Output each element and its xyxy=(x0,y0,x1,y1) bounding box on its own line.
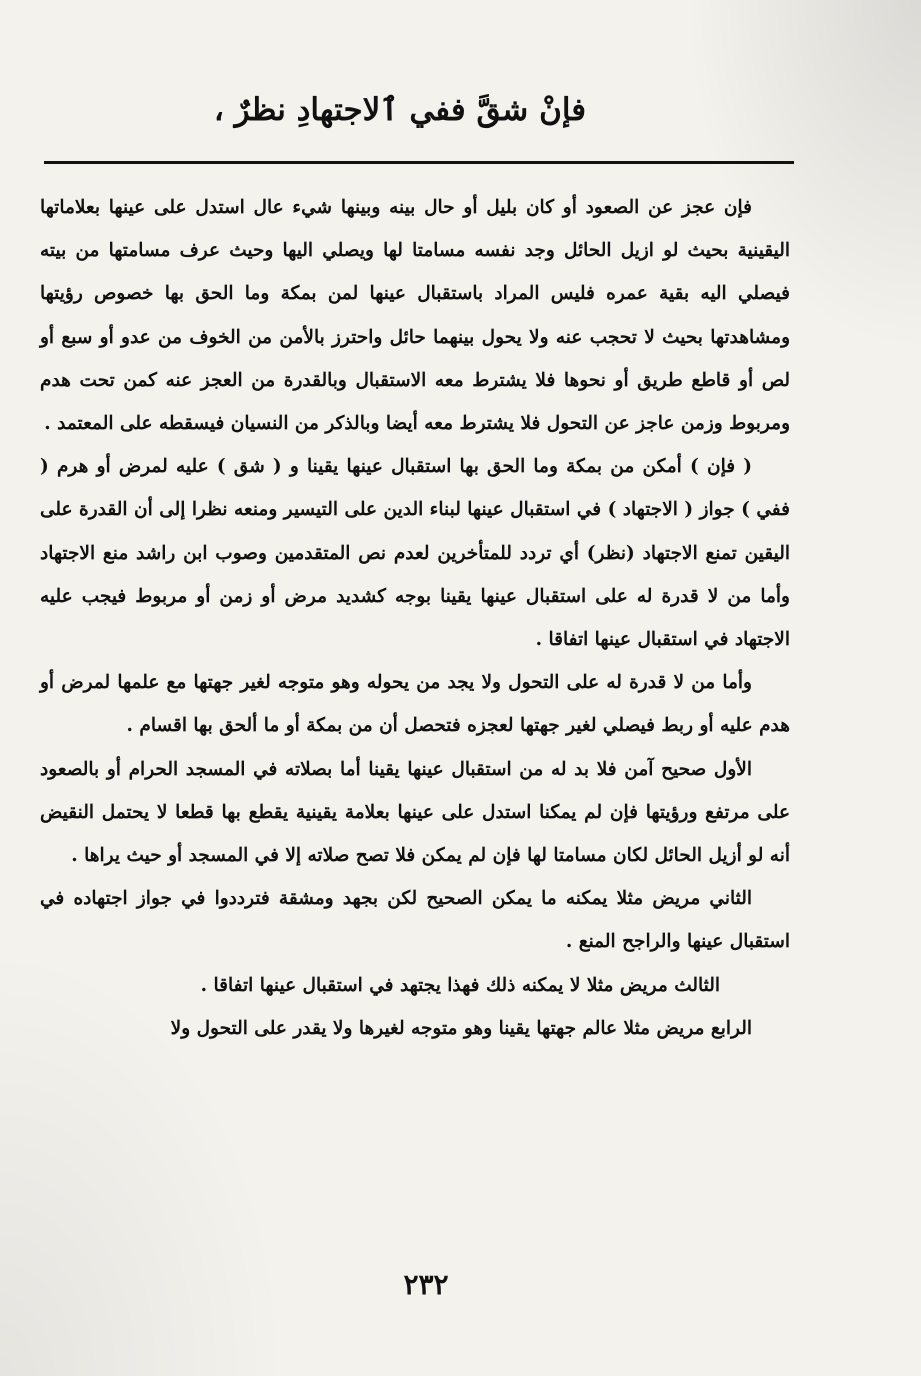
paragraph-2: ( فإن ) أمكن من بمكة وما الحق بها استقبال عينها يقينا و ( شق ) عليه لمرض أو هرم ( ففي ) جواز ( الاجتهاد ) في استقبال عينها لبناء الدين على التيسير ومنعه نظرا إلى أن القدرة على اليقين تمنع الاجتهاد (نظر) أي تردد للمتأخرين لعدم نص المتقدمين وصوب ابن راشد منع الاجتهاد وأما من لا قدرة له على استقبال عينها يقينا بوجه كشديد مرض أو زمن أو مربوط فيجب عليه الاجتهاد في استقبال عينها اتفاقا . xyxy=(40,456,790,651)
verse-heading: فإنْ شقَّ ففي ٱلاجتهادِ نظرٌ ، xyxy=(213,92,587,128)
paragraph-5: الثاني مريض مثلا يمكنه ما يمكن الصحيح لكن بجهد ومشقة فترددوا في جواز اجتهاده في استقبال عينها والراجح المنع . xyxy=(40,888,790,953)
header-divider xyxy=(44,161,794,164)
body-text xyxy=(40,186,790,1050)
paragraph-1: فإن عجز عن الصعود أو كان بليل أو حال بينه وبينها شيء عال استدل على عينها بعلاماتها اليقينية بحيث لو ازيل الحائل وجد نفسه مسامتا لها ويصلي اليها وحيث عرف مسامتها من بيته فيصلي اليه بقية عمره فليس المراد باستقبال عينها لمن بمكة وما الحق بها خصوص رؤيتها ومشاهدتها بحيث لا تحجب عنه ولا يحول بينهما حائل واحترز بالأمن من الخوف من عدو أو سبع أو لص أو قاطع طريق أو نحوها فلا يشترط معه الاستقبال وبالقدرة من العجز عنه كمن تحت هدم ومربوط وزمن عاجز عن التحول فلا يشترط معه أيضا وبالذكر من النسيان فيسقطه على المعتمد . xyxy=(40,197,790,435)
paragraph-7: الرابع مريض مثلا عالم جهتها يقينا وهو متوجه لغيرها ولا يقدر على التحول ولا xyxy=(170,1017,752,1039)
paragraph-4: الأول صحيح آمن فلا بد له من استقبال عينها يقينا أما بصلاته في المسجد الحرام أو بالصعود على مرتفع ورؤيتها فإن لم يمكنا استدل على عينها بعلامة يقينية يقطع بها قطعا لا يحتمل النقيض أنه لو أزيل الحائل لكان مسامتا لها فإن لم يمكن فلا تصح صلاته إلا في المسجد أو حيث يراها . xyxy=(40,758,790,867)
page-number: ٢٣٢ xyxy=(403,1268,449,1301)
paragraph-3: وأما من لا قدرة له على التحول ولا يجد من يحوله وهو متوجه لغير جهتها مع علمها لمرض أو هدم عليه أو ربط فيصلي لغير جهتها لعجزه فتحصل أن من بمكة أو ما ألحق بها اقسام . xyxy=(40,672,790,737)
paragraph-6: الثالث مريض مثلا لا يمكنه ذلك فهذا يجتهد في استقبال عينها اتفاقا . xyxy=(200,974,720,996)
